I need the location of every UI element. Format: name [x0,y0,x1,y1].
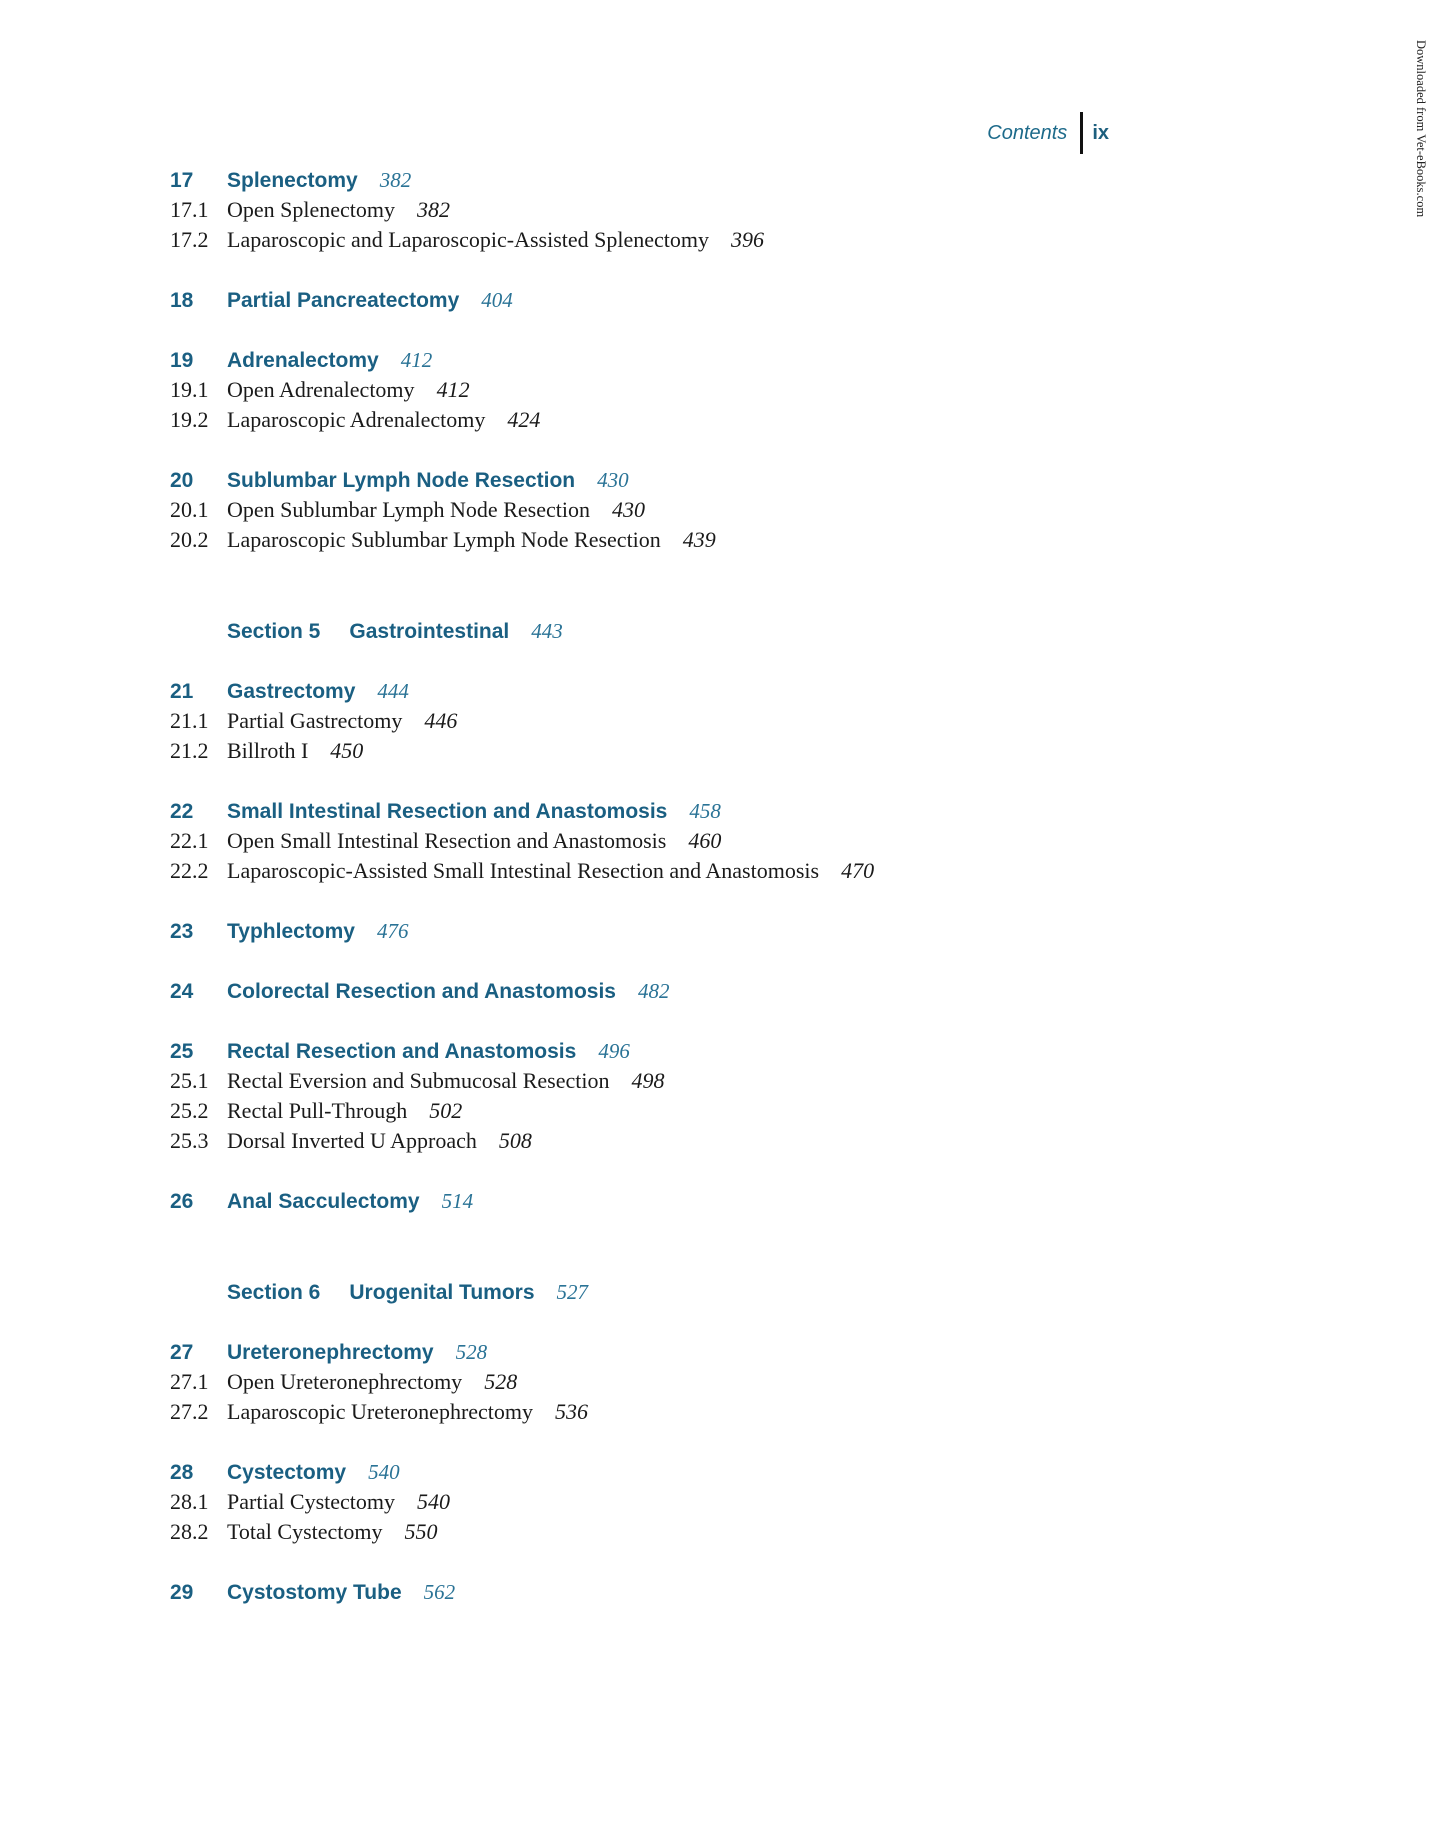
subchapter-title: Rectal Eversion and Submucosal Resection [227,1068,610,1093]
chapter-number: 21 [170,680,194,703]
subchapter-number: 25.2 [170,1098,209,1123]
chapter-heading[interactable] [170,285,1270,315]
chapter-title: Adrenalectomy [227,349,379,372]
section-page: 443 [531,619,563,643]
chapter-title: Sublumbar Lymph Node Resection [227,469,576,492]
chapter-title: Anal Sacculectomy [227,1190,420,1213]
chapter-20 [170,465,1270,555]
section-heading[interactable] [170,616,1270,646]
subchapter-entry[interactable] [170,1096,1270,1126]
subchapter-number: 22.1 [170,828,209,853]
chapter-26 [170,1186,1270,1216]
table-of-contents [170,165,1270,1637]
chapter-heading[interactable] [170,916,1270,946]
subchapter-entry[interactable] [170,1397,1270,1427]
chapter-title: Ureteronephrectomy [227,1341,434,1364]
subchapter-title: Laparoscopic Ureteronephrectomy [227,1399,534,1424]
chapter-29 [170,1577,1270,1607]
chapter-number: 27 [170,1341,194,1364]
chapter-28 [170,1457,1270,1547]
chapter-heading[interactable] [170,1337,1270,1367]
chapter-title: Small Intestinal Resection and Anastomosis [227,800,668,823]
subchapter-title: Total Cystectomy [227,1519,383,1544]
subchapter-entry[interactable] [170,1367,1270,1397]
subchapter-title: Laparoscopic Sublumbar Lymph Node Resection [227,527,661,552]
chapter-heading[interactable] [170,796,1270,826]
subchapter-title: Laparoscopic Adrenalectomy [227,407,486,432]
subchapter-number: 20.1 [170,497,209,522]
chapter-number: 29 [170,1581,194,1604]
subchapter-entry[interactable] [170,1066,1270,1096]
section-heading[interactable] [170,1277,1270,1307]
chapter-heading[interactable] [170,1577,1270,1607]
subchapter-entry[interactable] [170,1517,1270,1547]
chapter-heading[interactable] [170,165,1270,195]
running-head [987,112,1109,154]
subchapter-number: 27.2 [170,1399,209,1424]
subchapter-number: 21.1 [170,708,209,733]
chapter-27 [170,1337,1270,1427]
subchapter-entry[interactable] [170,495,1270,525]
chapter-19 [170,345,1270,435]
subchapter-page: 439 [682,527,716,552]
chapter-page: 430 [597,468,629,492]
chapter-number: 17 [170,169,194,192]
chapter-title: Rectal Resection and Anastomosis [227,1040,577,1063]
subchapter-number: 19.1 [170,377,209,402]
chapter-page: 412 [400,348,433,372]
subchapter-page: 446 [424,708,458,733]
subchapter-page: 396 [731,227,765,252]
subchapter-title: Open Sublumbar Lymph Node Resection [227,497,590,522]
subchapter-title: Partial Gastrectomy [227,708,403,733]
section-6 [170,1277,1270,1307]
subchapter-entry[interactable] [170,826,1270,856]
chapter-heading[interactable] [170,1186,1270,1216]
subchapter-number: 28.1 [170,1489,209,1514]
chapter-page: 458 [689,799,721,823]
subchapter-number: 25.1 [170,1068,209,1093]
section-page: 527 [556,1280,588,1304]
chapter-page: 382 [379,168,412,192]
chapter-page: 404 [481,288,513,312]
chapter-heading[interactable] [170,465,1270,495]
chapter-number: 24 [170,980,194,1003]
subchapter-page: 528 [484,1369,518,1394]
chapter-number: 22 [170,800,194,823]
subchapter-entry[interactable] [170,375,1270,405]
subchapter-title: Open Adrenalectomy [227,377,415,402]
chapter-page: 476 [376,919,409,943]
subchapter-entry[interactable] [170,405,1270,435]
chapter-page: 528 [455,1340,488,1364]
chapter-page: 444 [377,679,409,703]
chapter-page: 540 [368,1460,400,1484]
chapter-22 [170,796,1270,886]
subchapter-page: 540 [417,1489,451,1514]
chapter-title: Cystectomy [227,1461,347,1484]
chapter-24 [170,976,1270,1006]
chapter-number: 18 [170,289,194,312]
subchapter-page: 498 [631,1068,665,1093]
subchapter-number: 19.2 [170,407,209,432]
subchapter-page: 382 [417,197,451,222]
subchapter-number: 20.2 [170,527,209,552]
section-5 [170,616,1270,646]
chapter-17 [170,165,1270,255]
subchapter-entry[interactable] [170,856,1270,886]
subchapter-page: 460 [688,828,722,853]
chapter-number: 25 [170,1040,194,1063]
chapter-21 [170,676,1270,766]
chapter-page: 496 [598,1039,630,1063]
subchapter-entry[interactable] [170,1487,1270,1517]
subchapter-title: Dorsal Inverted U Approach [227,1128,477,1153]
chapter-number: 20 [170,469,194,492]
chapter-number: 26 [170,1190,194,1213]
chapter-title: Partial Pancreatectomy [227,289,460,312]
subchapter-entry[interactable] [170,1126,1270,1156]
subchapter-page: 450 [330,738,364,763]
download-watermark: Downloaded from Vet-eBooks.com [1414,40,1428,218]
chapter-18 [170,285,1270,315]
chapter-page: 482 [637,979,670,1003]
subchapter-entry[interactable] [170,225,1270,255]
page-number: ix [1092,121,1109,144]
chapter-23 [170,916,1270,946]
subchapter-title: Open Small Intestinal Resection and Anastomosis [227,828,667,853]
section-label: Section 6 [227,1281,321,1304]
chapter-title: Colorectal Resection and Anastomosis [227,980,616,1003]
subchapter-page: 508 [498,1128,532,1153]
subchapter-number: 27.1 [170,1369,209,1394]
subchapter-page: 430 [611,497,645,522]
chapter-page: 514 [441,1189,474,1213]
subchapter-title: Open Ureteronephrectomy [227,1369,463,1394]
subchapter-page: 470 [841,858,875,883]
section-title: Urogenital Tumors [349,1281,535,1304]
subchapter-page: 424 [507,407,541,432]
subchapter-page: 536 [555,1399,589,1424]
chapter-heading[interactable] [170,345,1270,375]
subchapter-page: 502 [429,1098,463,1123]
chapter-number: 23 [170,920,194,943]
subchapter-number: 17.1 [170,197,209,222]
chapter-heading[interactable] [170,676,1270,706]
subchapter-title: Laparoscopic-Assisted Small Intestinal Resection and Anastomosis [227,858,820,883]
chapter-title: Splenectomy [227,169,358,192]
subchapter-title: Rectal Pull-Through [227,1098,408,1123]
chapter-25 [170,1036,1270,1156]
chapter-heading[interactable] [170,976,1270,1006]
subchapter-number: 22.2 [170,858,209,883]
subchapter-page: 412 [436,377,470,402]
subchapter-number: 28.2 [170,1519,209,1544]
subchapter-entry[interactable] [170,195,1270,225]
running-head-divider [1080,112,1083,154]
chapter-title: Gastrectomy [227,680,356,703]
subchapter-title: Open Splenectomy [227,197,396,222]
chapter-number: 28 [170,1461,194,1484]
chapter-title: Typhlectomy [227,920,355,943]
chapter-heading[interactable] [170,1457,1270,1487]
subchapter-entry[interactable] [170,525,1270,555]
subchapter-page: 550 [404,1519,438,1544]
chapter-title: Cystostomy Tube [227,1581,402,1604]
subchapter-entry[interactable] [170,736,1270,766]
subchapter-number: 21.2 [170,738,209,763]
chapter-heading[interactable] [170,1036,1270,1066]
subchapter-number: 17.2 [170,227,209,252]
subchapter-title: Billroth I [227,738,309,763]
subchapter-number: 25.3 [170,1128,209,1153]
subchapter-title: Partial Cystectomy [227,1489,396,1514]
section-label: Section 5 [227,620,321,643]
section-title: Gastrointestinal [349,620,510,643]
chapter-number: 19 [170,349,194,372]
subchapter-title: Laparoscopic and Laparoscopic-Assisted Splenectomy [227,227,710,252]
subchapter-entry[interactable] [170,706,1270,736]
running-head-title: Contents [987,121,1068,144]
chapter-page: 562 [423,1580,456,1604]
